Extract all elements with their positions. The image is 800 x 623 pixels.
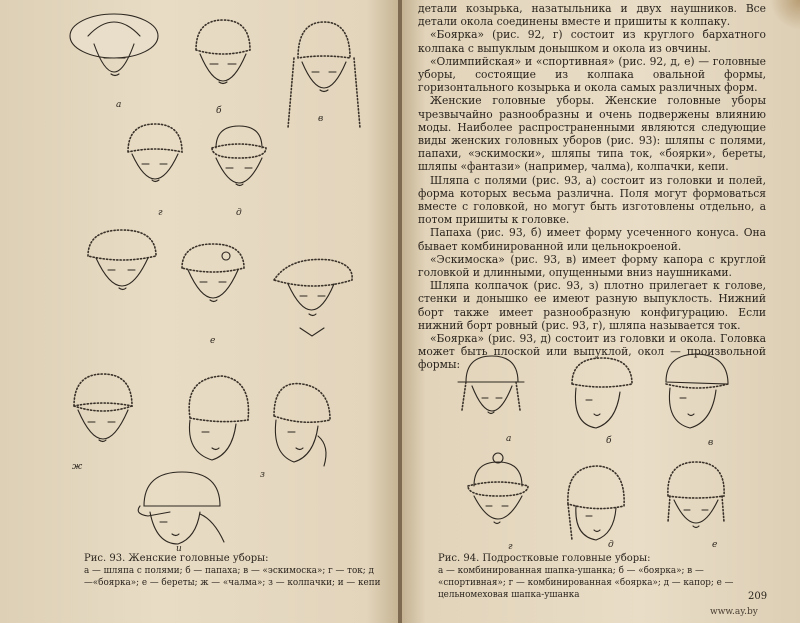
figure-93-caption-text: а — шляпа с полями; б — папаха; в — «эскимоска»; г — ток; д—«боярка»; е — береты; ж — «чалма»; з — колпачки; и — кепи [84, 566, 381, 588]
figure-93-caption-title: Рис. 93. Женские головные уборы: [84, 553, 269, 564]
fig93-label-g: г [158, 208, 163, 218]
sketch-boyarka [204, 118, 274, 196]
fig93-label-e: е [210, 336, 216, 346]
sketch-kepi [130, 466, 232, 546]
sketch-teen-boyarka [562, 354, 636, 430]
fig93-label-a: а [116, 100, 122, 110]
fig94-label-a: а [506, 434, 512, 444]
sketch-beret-2 [176, 238, 250, 318]
sketch-kolpachok-2 [264, 376, 340, 470]
fig94-label-e: е [712, 540, 718, 550]
page-number: 209 [748, 591, 768, 602]
figure-94-caption-text: а — комбинированная шапка-ушанка; б — «боярка»; в — «спортивная»; г — комбинированная «боярка»; д — капор; е — цельномеховая шапка-ушанка [438, 566, 734, 600]
sketch-eskimoska [284, 18, 364, 132]
sketch-chalma [66, 370, 140, 462]
paragraph: «Боярка» (рис. 92, г) состоит из круглого бархатного колпака с выпуклым донышком и окола из овчины. [418, 28, 766, 55]
paragraph: «Эскимоска» (рис. 93, в) имеет форму капора с круглой головкой и длинными, опущенными вниз наушниками. [418, 252, 766, 280]
sketch-tok-hat [122, 118, 188, 194]
sketch-sport-hat [654, 350, 734, 430]
paragraph: детали козырька, назатыльника и двух наушников. Все детали окола соединены вместе и пришиты к колпаку. [418, 2, 766, 29]
fig94-label-g: г [508, 542, 513, 552]
figure-94-caption [438, 553, 758, 601]
figure-93-caption [84, 553, 384, 589]
sketch-beret-3 [270, 252, 356, 338]
right-page-body-text [418, 2, 766, 372]
fig93-label-i: и [176, 544, 182, 554]
paragraph: Шляпа с полями (рис. 93, а) состоит из головки и полей, форма которых весьма различна. Поля могут формоваться вместе с головкой, но могут быть изготовлены отдельно, а потом пришиты к головке. [418, 173, 766, 227]
paragraph: «Олимпийская» и «спортивная» (рис. 92, д, е) — головные уборы, состоящие из колпака овальной формы, горизонтального козырька и окола самых различных форм. [418, 54, 766, 95]
sketch-teen-boyarka-combined [460, 450, 534, 538]
fig93-label-z: з [260, 470, 265, 480]
sketch-kolpachok-1 [176, 372, 256, 466]
paragraph: Папаха (рис. 93, б) имеет форму усеченного конуса. Она бывает комбинированной или цельнокроеной. [418, 226, 766, 253]
fig93-label-zh: ж [72, 462, 83, 472]
sketch-fur-ushanka [660, 456, 732, 542]
watermark: www.ay.by [710, 607, 758, 617]
fig94-label-d: д [608, 540, 614, 550]
sketch-beret-1 [82, 224, 162, 306]
fig93-label-d: д [236, 208, 242, 218]
sketch-ushanka-combined [456, 352, 526, 428]
paper-stain [770, 0, 800, 30]
left-page [0, 0, 398, 623]
paragraph: «Боярка» (рис. 93, д) состоит из головки и окола. Головка может быть плоской или выпуклой, окол — произвольной формы: [418, 332, 766, 372]
fig93-label-v: в [318, 114, 324, 124]
fig94-label-v: в [708, 438, 714, 448]
fig94-label-b: б [606, 436, 612, 446]
fig93-label-b: б [216, 106, 222, 116]
sketch-wide-brim-hat [66, 8, 162, 100]
paragraph: Шляпа колпачок (рис. 93, з) плотно прилегает к голове, стенки и донышко ее имеют разную выпуклость. Нижний борт также имеет разнообразную конфигурацию. Если нижний борт ровный (рис. 93, г), шляпа называется ток. [418, 279, 766, 332]
sketch-kapor [560, 460, 630, 544]
figure-94-caption-title: Рис. 94. Подростковые головные уборы: [438, 553, 651, 564]
paragraph: Женские головные уборы. Женские головные уборы чрезвычайно разнообразны и очень подвержены влиянию моды. Наиболее распространенными являются следующие виды женских головных уборов (рис. 93): шляпы с полями, папахи, «эскимоски», шляпы типа ток, «боярки», береты, шляпы «фантази» (например, чалма), колпачки, кепи. [418, 94, 766, 174]
sketch-papakha [186, 16, 260, 100]
